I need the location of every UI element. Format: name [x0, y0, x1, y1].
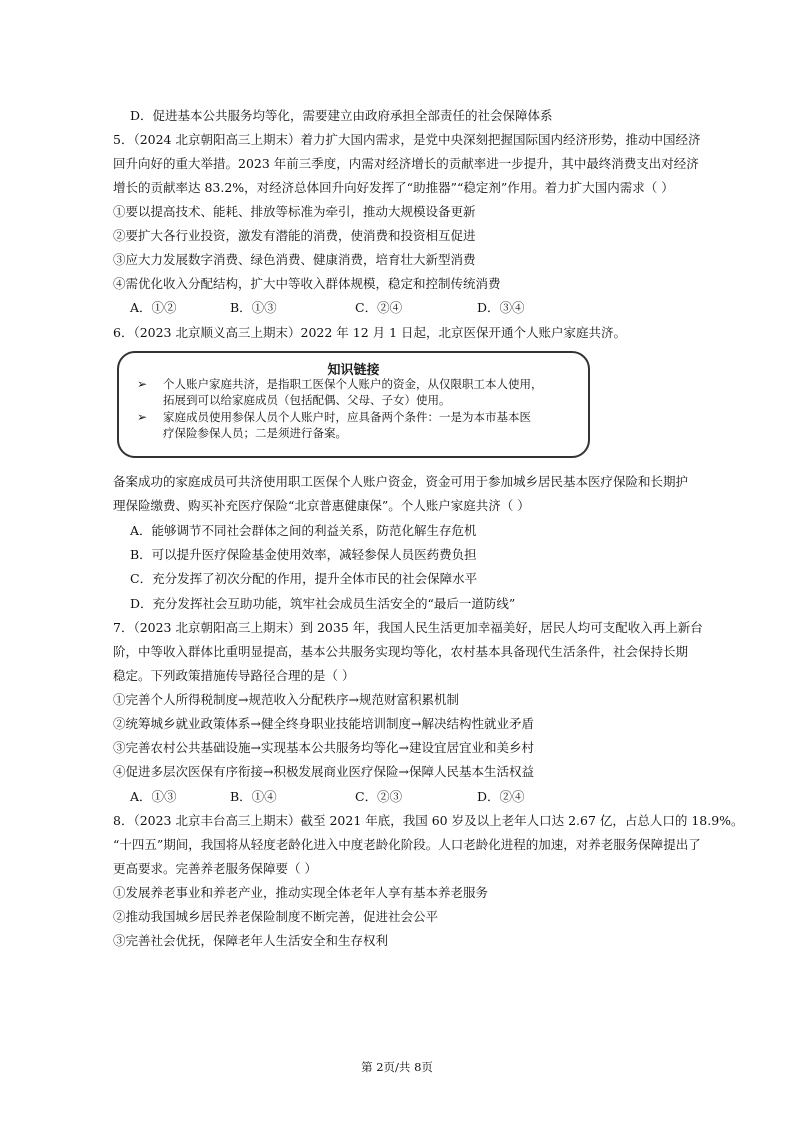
q5-stem-line-1: 5．（2024 北京朝阳高三上期末）着力扩大国内需求，是党中央深刻把握国际国内经济形势，推动中国经济	[113, 132, 701, 147]
arrow-bullet-icon: ➢	[137, 377, 148, 391]
knowledge-bullet-1-line-1: 个人账户家庭共济，是指职工医保个人账户的资金，从仅限职工本人使用，	[163, 377, 543, 391]
knowledge-bullet-1-line-2: 拓展到可以给家庭成员（包括配偶、父母、子女）使用。	[163, 393, 451, 407]
q6-stem-line-1: 6．（2023 北京顺义高三上期末）2022 年 12 月 1 日起，北京医保开通个人账户家庭共济。	[113, 325, 627, 340]
q7-option-c: C．②③	[355, 789, 403, 804]
knowledge-link-box	[117, 351, 590, 458]
q7-stem-line-1: 7．（2023 北京朝阳高三上期末）到 2035 年，我国人民生活更加幸福美好，居民人均可支配收入再上新台	[113, 620, 703, 635]
q5-stem-line-3: 增长的贡献率达 83.2%，对经济总体回升向好发挥了“助推器”“稳定剂”作用。着力扩大国内需求（ ）	[113, 180, 674, 195]
q7-stem-line-3: 稳定。下列政策措施传导路径合理的是（ ）	[113, 668, 355, 683]
q8-item-1: ①发展养老事业和养老产业，推动实现全体老年人享有基本养老服务	[113, 885, 489, 900]
q8-stem-line-1: 8．（2023 北京丰台高三上期末）截至 2021 年底，我国 60 岁及以上老年人口达 2.67 亿，占总人口的 18.9%。	[113, 813, 744, 828]
arrow-bullet-icon: ➢	[137, 410, 148, 424]
q7-option-a: A．①③	[130, 789, 177, 804]
q7-item-4: ④促进多层次医保有序衔接→积极发展商业医疗保险→保障人民基本生活权益	[113, 764, 534, 779]
q6-option-c: C．充分发挥了初次分配的作用，提升全体市民的社会保障水平	[130, 571, 478, 586]
q7-option-b: B．①④	[230, 789, 277, 804]
q6-option-a: A．能够调节不同社会群体之间的利益关系，防范化解生存危机	[130, 523, 477, 538]
q4-option-d: D．促进基本公共服务均等化，需要建立由政府承担全部责任的社会保障体系	[130, 108, 553, 123]
q5-item-4: ④需优化收入分配结构，扩大中等收入群体规模，稳定和控制传统消费	[113, 276, 501, 291]
q8-stem-line-2: “十四五”期间，我国将从轻度老龄化进入中度老龄化阶段。人口老龄化进程的加速，对养老服务保障提出了	[113, 837, 701, 852]
q6-option-d: D．充分发挥社会互助功能，筑牢社会成员生活安全的“最后一道防线”	[130, 596, 516, 611]
q8-item-3: ③完善社会优抚，保障老年人生活安全和生存权利	[113, 933, 389, 948]
q7-item-1: ①完善个人所得税制度→规范收入分配秩序→规范财富积累机制	[113, 692, 459, 707]
q7-option-d: D．②④	[477, 789, 525, 804]
q7-item-2: ②统筹城乡就业政策体系→健全终身职业技能培训制度→解决结构性就业矛盾	[113, 716, 534, 731]
q5-option-a: A．①②	[130, 300, 177, 315]
q8-stem-line-3: 更高要求。完善养老服务保障要（ ）	[113, 861, 317, 876]
knowledge-link-title: 知识链接	[327, 363, 380, 378]
q8-item-2: ②推动我国城乡居民养老保险制度不断完善，促进社会公平	[113, 909, 439, 924]
q6-stem-line-3: 理保险缴费、购买补充医疗保险“北京普惠健康保”。个人账户家庭共济（ ）	[113, 498, 530, 513]
q7-stem-line-2: 阶，中等收入群体比重明显提高，基本公共服务实现均等化，农村基本具备现代生活条件，社会保持长期	[113, 644, 689, 659]
q5-item-3: ③应大力发展数字消费、绿色消费、健康消费，培育壮大新型消费	[113, 252, 476, 267]
q5-option-c: C．②④	[355, 300, 403, 315]
q5-item-1: ①要以提高技术、能耗、排放等标准为牵引，推动大规模设备更新	[113, 204, 476, 219]
q6-option-b: B．可以提升医疗保险基金使用效率，减轻参保人员医药费负担	[130, 547, 477, 562]
page-number-footer: 第 2页/共 8页	[361, 1060, 433, 1074]
q6-stem-line-2: 备案成功的家庭成员可共济使用职工医保个人账户资金，资金可用于参加城乡居民基本医疗保险和长期护	[113, 474, 689, 489]
q5-stem-line-2: 回升向好的重大举措。2023 年前三季度，内需对经济增长的贡献率进一步提升，其中最终消费支出对经济	[113, 156, 699, 171]
q5-option-b: B．①③	[230, 300, 277, 315]
knowledge-bullet-2-line-2: 疗保险参保人员；二是须进行备案。	[163, 426, 347, 440]
q7-item-3: ③完善农村公共基础设施→实现基本公共服务均等化→建设宜居宜业和美乡村	[113, 740, 534, 755]
q5-option-d: D．③④	[477, 300, 525, 315]
q5-item-2: ②要扩大各行业投资，激发有潜能的消费，使消费和投资相互促进	[113, 228, 476, 243]
knowledge-bullet-2-line-1: 家庭成员使用参保人员个人账户时，应具备两个条件：一是为本市基本医	[163, 410, 531, 424]
